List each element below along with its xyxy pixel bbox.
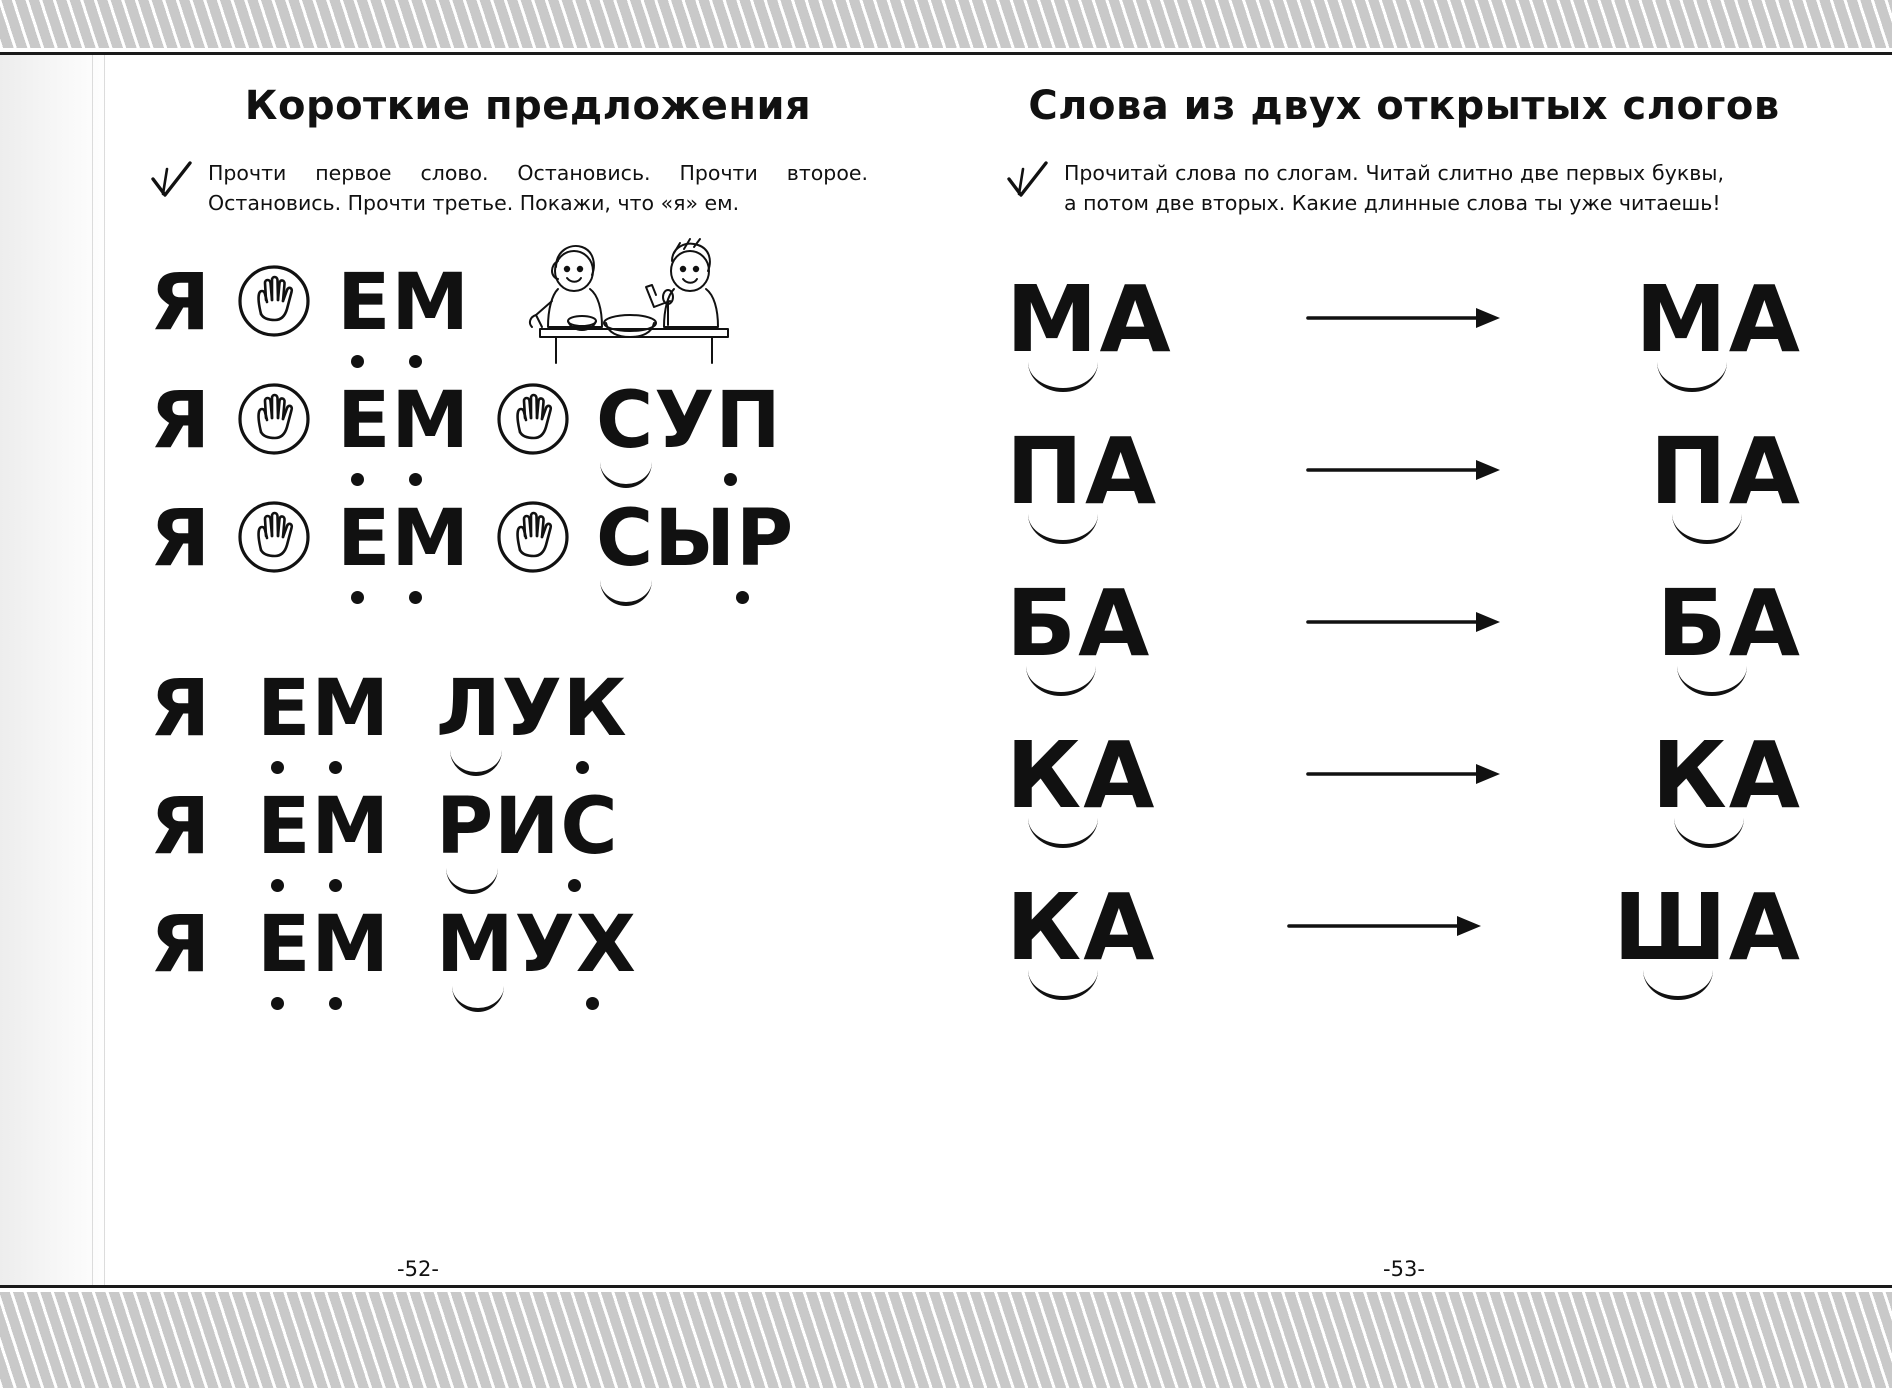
word-ya: Я [150,664,212,755]
page-title: Короткие предложения [244,83,812,129]
checkmark-icon [1006,161,1050,208]
mark-arc [1643,970,1713,1000]
row-group-spacer [150,598,906,650]
word-ris: РИС [436,788,619,866]
word-sup: СУП [596,382,782,460]
paper-sheet [0,55,1892,1285]
hand-icon [496,382,570,461]
mark-arc [1028,818,1098,848]
decorative-hatch-band-top [0,0,1892,48]
word-em: ЕМ [257,670,390,748]
arrow-icon [1304,304,1504,337]
page-title: Слова из двух открытых слогов [1028,83,1780,129]
mark-arc [1677,666,1747,696]
syllable-left: КА [1006,730,1156,822]
children-eating-illustration [522,231,742,376]
word-ya: Я [150,900,212,991]
word-em: ЕМ [257,788,390,866]
syllable-pair-row [1006,548,1802,700]
syllable-pair-row [1006,700,1802,852]
word-em: ЕМ [257,906,390,984]
hand-icon [237,500,311,579]
instruction-text: Прочти первое слово. Остановись. Прочти второе. Остановись. Прочти третье. Покажи, что «я» ем. [208,161,868,215]
arrow-icon [1304,456,1504,489]
instruction-block [1006,159,1802,218]
arrow-icon [1304,608,1504,641]
word-em: ЕМ [337,500,470,578]
sentence-row [150,886,906,1004]
word-luk: ЛУК [436,670,628,748]
left-page [0,55,946,1285]
sentence-row [150,650,906,768]
word-ya: Я [150,376,212,467]
mark-arc [1028,514,1098,544]
hand-icon [237,264,311,343]
syllable-left: ПА [1006,426,1158,518]
syllable-pair-row [1006,852,1802,1004]
arrow-icon [1304,760,1504,793]
mark-arc [1026,666,1096,696]
arrow-icon [1285,912,1485,945]
syllable-pair-row [1006,396,1802,548]
page-number-right: -53- [1383,1257,1425,1281]
sentence-rows [150,244,906,1004]
page-number-left: -52- [397,1257,439,1281]
word-ya: Я [150,494,212,585]
checkmark-icon [150,161,194,208]
rule-bottom [0,1285,1892,1288]
mark-arc [1028,970,1098,1000]
syllable-right: ПА [1650,426,1802,518]
sentence-row [150,768,906,886]
mark-arc [1028,362,1098,392]
syllable-left: МА [1006,274,1173,366]
syllable-right: МА [1635,274,1802,366]
instruction-block [150,159,906,218]
hand-icon [496,500,570,579]
word-em: ЕМ [337,264,470,342]
syllable-left: КА [1006,882,1156,974]
mark-dot [329,997,342,1010]
word-ya: Я [150,782,212,873]
syllable-pair-row [1006,244,1802,396]
hand-icon [237,382,311,461]
mark-arc [452,986,504,1012]
syllable-left: БА [1006,578,1151,670]
sentence-row [150,480,906,598]
mark-arc [1674,818,1744,848]
syllable-right: БА [1657,578,1802,670]
sentence-row [150,362,906,480]
instruction-text: Прочитай слова по слогам. Читай слитно две первых буквы, а потом две вторых. Какие длинные слова ты уже читаешь! [1064,161,1724,215]
word-syr: СЫР [596,500,794,578]
mark-arc [1672,514,1742,544]
sentence-row [150,244,906,362]
mark-dot [271,997,284,1010]
decorative-hatch-band-bottom [0,1292,1892,1388]
syllable-right: КА [1652,730,1802,822]
syllable-pairs [1006,244,1802,1004]
mark-dot [586,997,599,1010]
word-ya: Я [150,258,212,349]
word-em: ЕМ [337,382,470,460]
syllable-right: ША [1613,882,1802,974]
mark-arc [1657,362,1727,392]
word-muh: МУХ [436,906,637,984]
right-page [946,55,1892,1285]
